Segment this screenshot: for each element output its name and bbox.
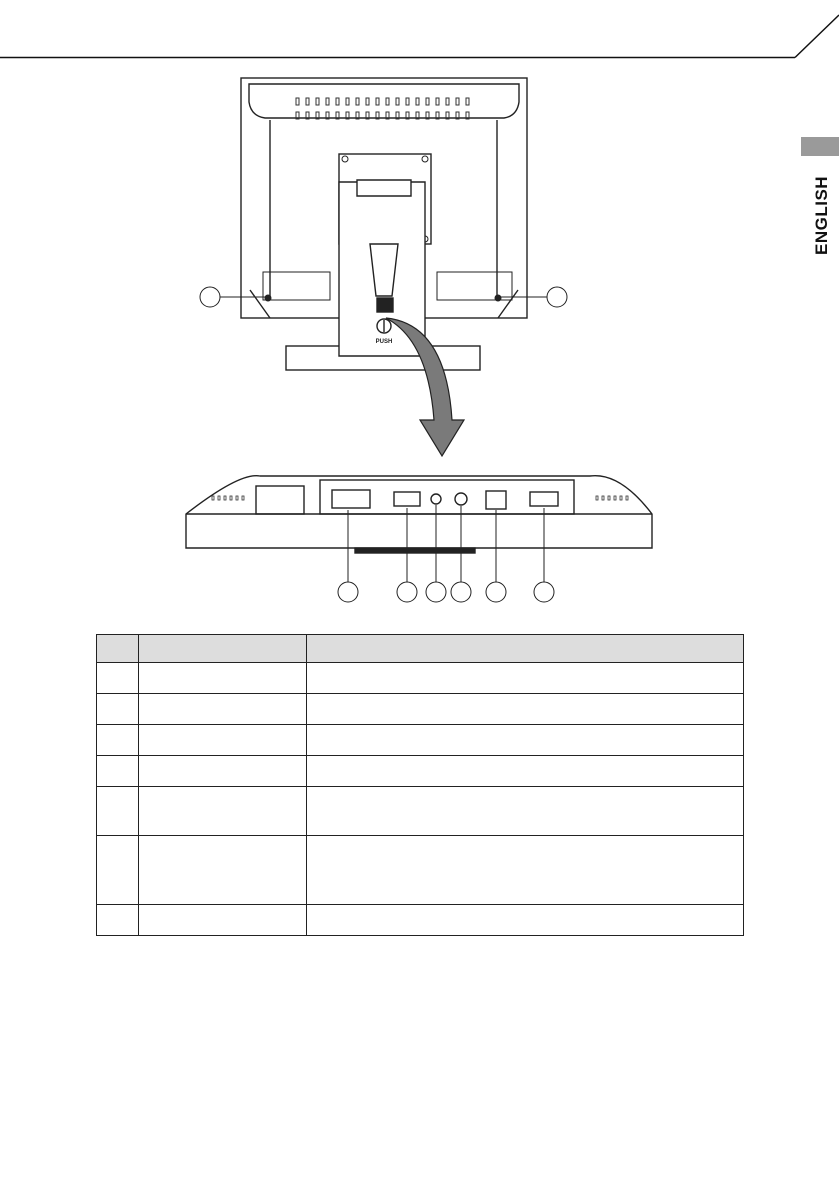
table-cell bbox=[97, 756, 139, 787]
table-header-cell bbox=[97, 635, 139, 663]
table-cell bbox=[307, 787, 744, 836]
table-row bbox=[97, 725, 744, 756]
table-cell bbox=[139, 905, 307, 936]
table-cell bbox=[139, 756, 307, 787]
stand-push-label: PUSH bbox=[375, 339, 393, 345]
table-row bbox=[97, 836, 744, 905]
table-header-cell bbox=[307, 635, 744, 663]
bottom-callout-circles bbox=[338, 582, 554, 602]
table-cell bbox=[307, 725, 744, 756]
table-row bbox=[97, 694, 744, 725]
table-cell bbox=[139, 787, 307, 836]
table-cell bbox=[307, 756, 744, 787]
table-cell bbox=[97, 694, 139, 725]
table-cell bbox=[97, 836, 139, 905]
table-row bbox=[97, 756, 744, 787]
table-cell bbox=[97, 725, 139, 756]
language-label: ENGLISH bbox=[812, 175, 831, 255]
table-cell bbox=[139, 725, 307, 756]
table-cell bbox=[307, 663, 744, 694]
port-panel bbox=[186, 476, 652, 553]
table-cell bbox=[307, 694, 744, 725]
table-header-cell bbox=[139, 635, 307, 663]
table-cell bbox=[139, 694, 307, 725]
table-header-row bbox=[97, 635, 744, 663]
table-row bbox=[97, 787, 744, 836]
table-cell bbox=[307, 836, 744, 905]
port-table bbox=[96, 634, 744, 936]
table-cell bbox=[97, 787, 139, 836]
table-cell bbox=[97, 905, 139, 936]
table-cell bbox=[139, 836, 307, 905]
table-cell bbox=[139, 663, 307, 694]
table-cell bbox=[97, 663, 139, 694]
table-row bbox=[97, 663, 744, 694]
table-cell bbox=[307, 905, 744, 936]
table-row bbox=[97, 905, 744, 936]
